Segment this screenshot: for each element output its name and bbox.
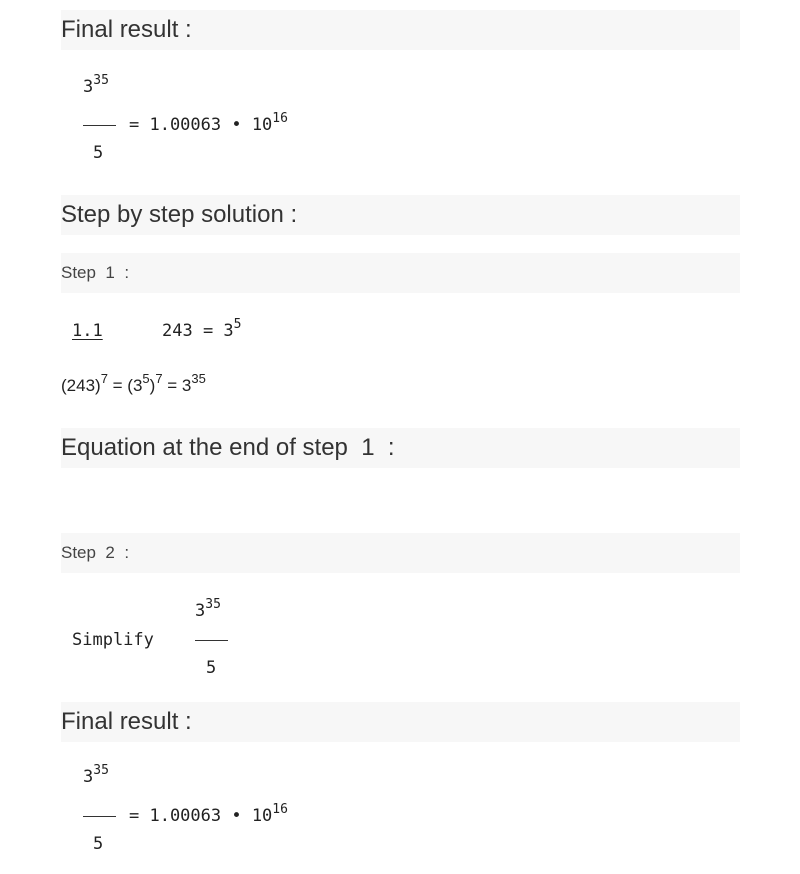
outer-exponent: 7 <box>155 371 163 386</box>
numerator-exponent: 35 <box>93 73 109 88</box>
numerator-exponent: 35 <box>205 597 221 612</box>
identity-lhs: 243 = 3 <box>162 321 234 341</box>
numerator-base: 3 <box>83 77 94 97</box>
final-result-value <box>129 111 288 135</box>
fraction-bar <box>195 640 228 641</box>
equation-end-step-1-band <box>61 428 740 468</box>
simplify-label: Simplify <box>72 630 154 650</box>
sub-step-label: 1.1 <box>72 321 103 341</box>
result-exponent: 16 <box>272 802 288 817</box>
power-eq2: = 3 <box>162 376 192 395</box>
fraction-bar <box>83 816 116 817</box>
step-2-heading-band <box>61 533 740 573</box>
simplify-numerator <box>195 597 221 621</box>
numerator-base: 3 <box>83 767 94 787</box>
final-result-denominator-2: 5 <box>93 834 104 854</box>
final-result-numerator-2 <box>83 763 109 787</box>
final-result-denominator: 5 <box>93 143 104 163</box>
numerator-base: 3 <box>195 601 206 621</box>
step-by-step-heading-band <box>61 195 740 235</box>
final-result-heading-band-2 <box>61 702 740 742</box>
power-close: ) <box>149 376 156 395</box>
power-exponent: 7 <box>100 371 108 386</box>
step-2-heading: Step 2 : <box>61 543 130 562</box>
step-by-step-heading: Step by step solution : <box>61 201 298 228</box>
fraction-bar <box>83 125 116 126</box>
power-base: (243) <box>61 376 101 395</box>
identity-243 <box>162 317 242 341</box>
final-result-heading: Final result : <box>61 16 192 43</box>
power-rule-line <box>61 371 206 395</box>
identity-exponent: 5 <box>233 317 242 332</box>
result-exponent: 35 <box>191 371 206 386</box>
result-exponent: 16 <box>272 111 288 126</box>
numerator-exponent: 35 <box>93 763 109 778</box>
result-mantissa: = 1.00063 • 10 <box>129 115 273 135</box>
power-eq1: = (3 <box>107 376 143 395</box>
final-result-value-2 <box>129 802 288 826</box>
final-result-heading-2: Final result : <box>61 708 192 735</box>
result-mantissa: = 1.00063 • 10 <box>129 806 273 826</box>
step-1-heading-band <box>61 253 740 293</box>
final-result-numerator <box>83 73 109 97</box>
step-1-heading: Step 1 : <box>61 263 130 282</box>
equation-end-step-1-heading: Equation at the end of step 1 : <box>61 434 395 461</box>
inner-exponent: 5 <box>142 371 150 386</box>
final-result-heading-band <box>61 10 740 50</box>
simplify-denominator: 5 <box>206 658 217 678</box>
